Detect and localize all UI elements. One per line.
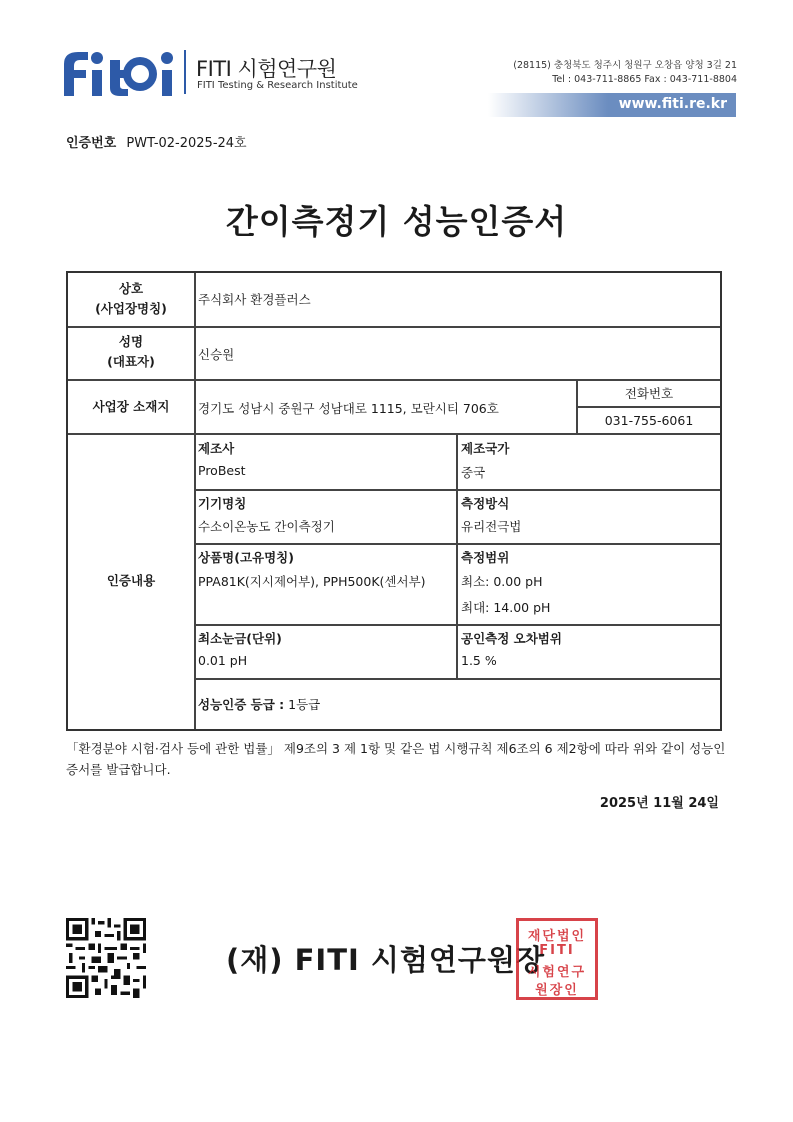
cert-number-label: 인증번호 (66, 136, 117, 151)
col-divider (194, 273, 196, 729)
grade (198, 695, 320, 713)
row-divider (196, 678, 720, 680)
grade-label: 성능인증 등급 : (198, 697, 285, 712)
device-value: 수소이온농도 간이측정기 (198, 519, 335, 534)
col-divider (456, 433, 458, 680)
manufacturer-label: 제조사 (198, 441, 235, 456)
legal-note: 「환경분야 시험·검사 등에 관한 법률」 제9조의 3 제 1항 및 같은 법 시행규칙 제6조의 6 제2항에 따라 위와 같이 성능인증서를 발급합니다. (66, 741, 726, 777)
institute-contact: Tel : 043-711-8865 Fax : 043-711-8804 (552, 74, 737, 85)
method-label: 측정방식 (461, 496, 510, 511)
cert-number (66, 132, 247, 151)
issuer-signature: (재) FITI 시험연구원장 (226, 943, 545, 977)
row-divider (68, 433, 720, 435)
representative-value: 신승원 (198, 347, 235, 362)
phone-divider (578, 406, 720, 408)
product-label: 상품명(고유명칭) (198, 550, 294, 565)
method-value: 유리전극법 (461, 519, 522, 534)
resolution-label: 최소눈금(단위) (198, 631, 282, 646)
official-seal-icon: 재단법인 FITI 시험연구 원장인 (516, 918, 598, 1000)
row-divider (196, 624, 720, 626)
grade-value: 1등급 (288, 697, 321, 712)
phone-label: 전화번호 (624, 386, 674, 401)
institute-address: (28115) 충청북도 청주시 청원구 오창읍 양청 3길 21 (513, 60, 737, 71)
website-bar-gradient (488, 93, 608, 117)
country-value: 중국 (461, 465, 486, 480)
phone-value: 031-755-6061 (604, 413, 694, 428)
address-label: 사업장 소재지 (92, 399, 170, 414)
row-divider (196, 489, 720, 491)
representative-label: 성명 (대표자) (107, 334, 155, 369)
logo-divider (184, 50, 186, 94)
institute-name: FITI 시험연구원 (196, 57, 337, 81)
issue-date: 2025년 11월 24일 (599, 796, 719, 811)
cert-content-label: 인증내용 (106, 573, 156, 588)
range-max-value: 최대: 14.00 pH (461, 600, 551, 615)
page-title: 간이측정기 성능인증서 (225, 202, 568, 241)
fiti-logo (58, 44, 178, 100)
manufacturer-value: ProBest (198, 463, 246, 478)
institute-name-en: FITI Testing & Research Institute (197, 80, 358, 91)
company-name-value: 주식회사 환경플러스 (198, 292, 311, 307)
device-label: 기기명칭 (198, 496, 247, 511)
address-value: 경기도 성남시 중원구 성남대로 1115, 모란시티 706호 (198, 401, 499, 416)
range-label: 측정범위 (461, 550, 510, 565)
qr-code-icon[interactable] (66, 918, 146, 998)
product-value: PPA81K(지시제어부), PPH500K(센서부) (198, 574, 426, 589)
range-min-value: 최소: 0.00 pH (461, 574, 543, 589)
company-name-label: 상호 (사업장명칭) (95, 281, 167, 316)
row-divider (68, 379, 720, 381)
website-link[interactable]: www.fiti.re.kr (618, 96, 727, 112)
row-divider (196, 543, 720, 545)
cert-number-value: PWT-02-2025-24호 (126, 136, 247, 151)
error-range-value: 1.5 % (461, 653, 497, 668)
country-label: 제조국가 (461, 441, 510, 456)
resolution-value: 0.01 pH (198, 653, 248, 668)
error-range-label: 공인측정 오차범위 (461, 631, 562, 646)
certificate-table (66, 271, 722, 731)
row-divider (68, 326, 720, 328)
